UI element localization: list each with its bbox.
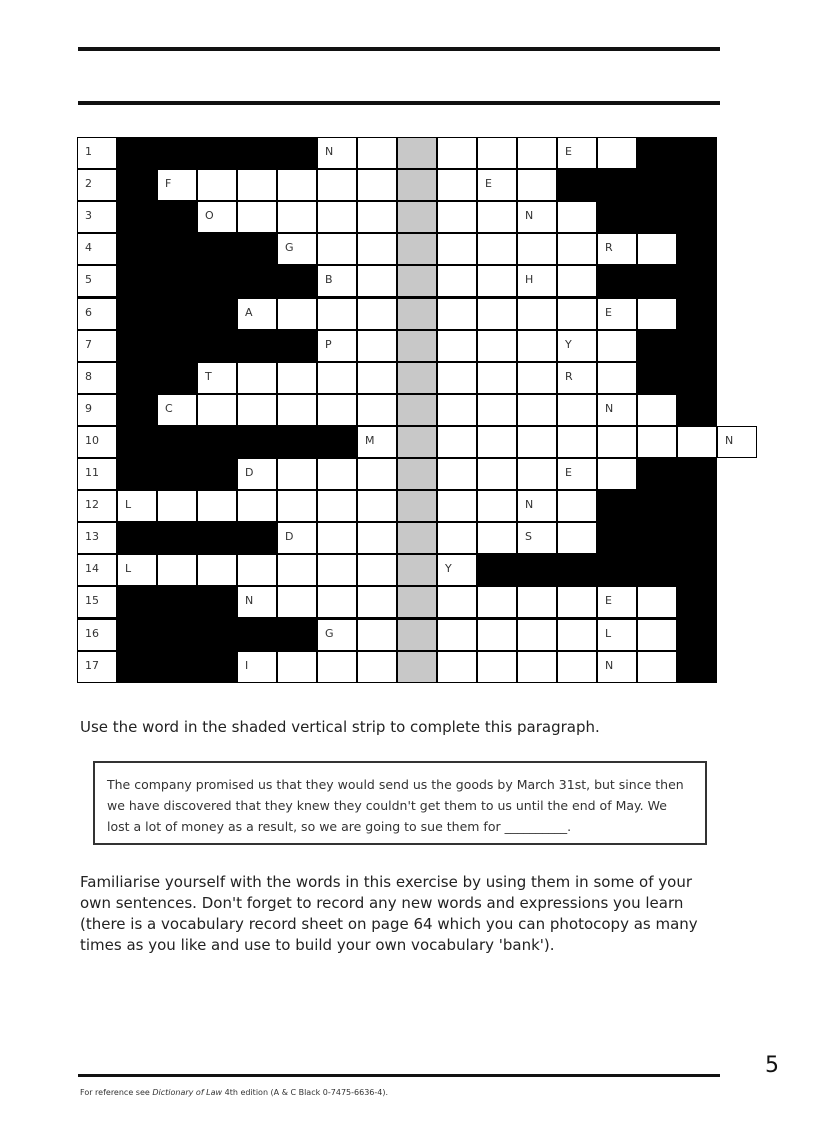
answer-cell[interactable] (237, 201, 277, 233)
given-letter: S (525, 530, 532, 544)
answer-cell[interactable] (637, 394, 677, 426)
answer-cell[interactable] (237, 651, 277, 683)
answer-cell[interactable] (517, 490, 557, 522)
answer-cell[interactable] (557, 651, 597, 683)
given-letter: L (125, 498, 132, 512)
clue-number: 17 (85, 658, 99, 672)
answer-cell[interactable] (357, 201, 397, 233)
answer-cell[interactable] (517, 233, 557, 265)
answer-cell[interactable] (317, 586, 357, 618)
answer-cell[interactable] (477, 362, 517, 394)
given-letter: I (245, 658, 249, 672)
answer-cell[interactable] (277, 554, 317, 586)
given-letter: A (245, 305, 253, 319)
clue-number-cell (77, 233, 117, 265)
clue-number-cell (77, 426, 117, 458)
clue-number: 12 (85, 498, 99, 512)
answer-cell[interactable] (277, 233, 317, 265)
clue-number: 16 (85, 626, 99, 640)
answer-cell[interactable] (317, 651, 357, 683)
answer-cell[interactable] (237, 362, 277, 394)
shaded-strip-cell[interactable] (397, 490, 437, 522)
answer-cell[interactable] (437, 330, 477, 362)
clue-number: 4 (85, 241, 92, 255)
answer-cell[interactable] (277, 586, 317, 618)
given-letter: B (325, 273, 333, 287)
clue-number-cell (77, 554, 117, 586)
answer-cell[interactable] (437, 619, 477, 651)
answer-cell[interactable] (557, 265, 597, 297)
clue-number: 13 (85, 530, 99, 544)
shaded-strip-cell[interactable] (397, 394, 437, 426)
answer-cell[interactable] (317, 619, 357, 651)
box-line: lost a lot of money as a result, so we are going to sue them for __________. (107, 819, 572, 834)
answer-cell[interactable] (277, 522, 317, 554)
answer-cell[interactable] (277, 169, 317, 201)
answer-cell[interactable] (357, 426, 397, 458)
answer-cell[interactable] (517, 651, 557, 683)
answer-cell[interactable] (597, 330, 637, 362)
answer-cell[interactable] (357, 298, 397, 330)
answer-cell[interactable] (157, 394, 197, 426)
answer-cell[interactable] (437, 265, 477, 297)
clue-number: 7 (85, 337, 92, 351)
given-letter: D (245, 466, 254, 479)
answer-cell[interactable] (197, 362, 237, 394)
shaded-strip-cell[interactable] (397, 330, 437, 362)
answer-cell[interactable] (237, 490, 277, 522)
given-letter: L (605, 626, 612, 640)
answer-cell[interactable] (237, 586, 277, 618)
answer-cell[interactable] (277, 201, 317, 233)
answer-cell[interactable] (557, 394, 597, 426)
clue-number-cell (77, 265, 117, 297)
answer-cell[interactable] (437, 137, 477, 169)
box-line: we have discovered that they knew they couldn't get them to us until the end of May. We (107, 798, 667, 813)
answer-cell[interactable] (517, 458, 557, 490)
given-letter: N (525, 209, 534, 223)
shaded-strip-cell[interactable] (397, 522, 437, 554)
answer-cell[interactable] (437, 298, 477, 330)
shaded-strip-cell[interactable] (397, 298, 437, 330)
given-letter: O (205, 209, 214, 223)
answer-cell[interactable] (157, 490, 197, 522)
answer-cell[interactable] (597, 651, 637, 683)
clue-number: 15 (85, 594, 99, 608)
answer-cell[interactable] (357, 554, 397, 586)
answer-cell[interactable] (557, 458, 597, 490)
footer-prefix: For reference see (80, 1088, 153, 1097)
answer-cell[interactable] (477, 137, 517, 169)
answer-cell[interactable] (197, 554, 237, 586)
given-letter: E (565, 145, 572, 158)
given-letter: E (565, 466, 572, 479)
clue-number-cell (77, 330, 117, 362)
answer-cell[interactable] (277, 651, 317, 683)
answer-cell[interactable] (477, 458, 517, 490)
answer-cell[interactable] (197, 394, 237, 426)
footer-reference (80, 1088, 388, 1097)
answer-cell[interactable] (597, 586, 637, 618)
answer-cell[interactable] (557, 362, 597, 394)
answer-cell[interactable] (317, 201, 357, 233)
answer-cell[interactable] (517, 169, 557, 201)
second-rule (78, 101, 720, 105)
answer-cell[interactable] (597, 362, 637, 394)
shaded-strip-cell[interactable] (397, 426, 437, 458)
answer-cell[interactable] (357, 330, 397, 362)
given-letter: N (605, 401, 614, 415)
clue-number: 3 (85, 209, 92, 223)
answer-cell[interactable] (437, 586, 477, 618)
page-number: 5 (765, 1053, 779, 1078)
answer-cell[interactable] (277, 490, 317, 522)
answer-cell[interactable] (317, 458, 357, 490)
answer-cell[interactable] (517, 426, 557, 458)
answer-cell[interactable] (437, 426, 477, 458)
clue-number-cell (77, 522, 117, 554)
clue-number: 9 (85, 401, 92, 415)
answer-cell[interactable] (477, 490, 517, 522)
answer-cell[interactable] (197, 201, 237, 233)
answer-cell[interactable] (437, 362, 477, 394)
answer-cell[interactable] (517, 265, 557, 297)
answer-cell[interactable] (437, 201, 477, 233)
answer-cell[interactable] (357, 586, 397, 618)
answer-cell[interactable] (597, 458, 637, 490)
answer-cell[interactable] (517, 586, 557, 618)
answer-cell[interactable] (557, 586, 597, 618)
answer-cell[interactable] (437, 458, 477, 490)
answer-cell[interactable] (357, 233, 397, 265)
crossword-grid (77, 137, 734, 683)
shaded-strip-cell[interactable] (397, 554, 437, 586)
answer-cell[interactable] (557, 426, 597, 458)
answer-cell[interactable] (477, 651, 517, 683)
answer-cell[interactable] (237, 394, 277, 426)
clue-number: 1 (85, 145, 92, 158)
given-letter: G (325, 626, 334, 640)
clue-number-cell (77, 394, 117, 426)
answer-cell[interactable] (477, 426, 517, 458)
answer-cell[interactable] (677, 426, 717, 458)
answer-cell[interactable] (557, 619, 597, 651)
given-letter: N (605, 658, 614, 672)
answer-cell[interactable] (437, 490, 477, 522)
answer-cell[interactable] (557, 298, 597, 330)
shaded-strip-cell[interactable] (397, 137, 437, 169)
given-letter: R (565, 369, 573, 383)
answer-cell[interactable] (517, 137, 557, 169)
sentence-box (93, 761, 707, 845)
answer-cell[interactable] (357, 265, 397, 297)
answer-cell[interactable] (317, 490, 357, 522)
answer-cell[interactable] (517, 522, 557, 554)
clue-number-cell (77, 298, 117, 330)
clue-number-cell (77, 619, 117, 651)
answer-cell[interactable] (597, 619, 637, 651)
bottom-rule (78, 1074, 720, 1077)
answer-cell[interactable] (597, 426, 637, 458)
answer-cell[interactable] (517, 362, 557, 394)
shaded-strip-cell[interactable] (397, 458, 437, 490)
answer-cell[interactable] (357, 522, 397, 554)
answer-cell[interactable] (477, 522, 517, 554)
answer-cell[interactable] (317, 330, 357, 362)
clue-number: 10 (85, 433, 99, 447)
clue-number: 8 (85, 369, 92, 383)
clue-number-cell (77, 458, 117, 490)
shaded-strip-cell[interactable] (397, 586, 437, 618)
clue-number-cell (77, 201, 117, 233)
given-letter: M (365, 433, 375, 447)
given-letter: T (205, 369, 212, 383)
shaded-strip-cell[interactable] (397, 233, 437, 265)
given-letter: L (125, 562, 132, 576)
clue-number: 5 (85, 273, 92, 287)
answer-cell[interactable] (357, 619, 397, 651)
given-letter: N (325, 145, 334, 158)
given-letter: N (725, 433, 734, 447)
given-letter: N (525, 498, 534, 512)
answer-cell[interactable] (237, 554, 277, 586)
given-letter: E (485, 177, 492, 191)
answer-cell[interactable] (277, 298, 317, 330)
answer-cell[interactable] (317, 265, 357, 297)
given-letter: F (165, 177, 172, 191)
footer-suffix: 4th edition (A & C Black 0-7475-6636-4). (222, 1088, 389, 1097)
answer-cell[interactable] (597, 298, 637, 330)
answer-cell[interactable] (637, 651, 677, 683)
given-letter: Y (445, 562, 452, 576)
answer-cell[interactable] (277, 458, 317, 490)
answer-cell[interactable] (477, 265, 517, 297)
answer-cell[interactable] (437, 394, 477, 426)
given-letter: G (285, 241, 294, 255)
given-letter: N (245, 594, 254, 608)
given-letter: Y (565, 337, 572, 351)
answer-cell[interactable] (237, 458, 277, 490)
answer-cell[interactable] (317, 362, 357, 394)
answer-cell[interactable] (477, 394, 517, 426)
answer-cell[interactable] (197, 169, 237, 201)
answer-cell[interactable] (477, 201, 517, 233)
given-letter: C (165, 401, 173, 415)
answer-cell[interactable] (357, 651, 397, 683)
answer-cell[interactable] (637, 233, 677, 265)
answer-cell[interactable] (517, 201, 557, 233)
answer-cell[interactable] (317, 298, 357, 330)
answer-cell[interactable] (237, 298, 277, 330)
answer-cell[interactable] (317, 233, 357, 265)
box-line: The company promised us that they would send us the goods by March 31st, but since then (107, 777, 684, 792)
answer-cell[interactable] (517, 394, 557, 426)
answer-cell[interactable] (277, 362, 317, 394)
clue-number: 6 (85, 305, 92, 319)
answer-cell[interactable] (557, 137, 597, 169)
answer-cell[interactable] (157, 554, 197, 586)
practice-paragraph: Familiarise yourself with the words in this exercise by using them in some of your own sentences. Don't forget to record any new words and expressions you learn (there is a vocabulary record sheet on page 64 which you can photocopy as many times as you like and use to build your own vocabulary 'bank'). (80, 873, 698, 954)
answer-cell[interactable] (477, 169, 517, 201)
answer-cell[interactable] (357, 490, 397, 522)
answer-cell[interactable] (637, 619, 677, 651)
answer-cell[interactable] (357, 362, 397, 394)
answer-cell[interactable] (357, 458, 397, 490)
shaded-strip-cell[interactable] (397, 619, 437, 651)
answer-cell[interactable] (477, 330, 517, 362)
given-letter: R (605, 241, 613, 255)
clue-number: 11 (85, 466, 99, 479)
answer-cell[interactable] (357, 169, 397, 201)
instruction-text: Use the word in the shaded vertical strip to complete this paragraph. (80, 718, 600, 736)
shaded-strip-cell[interactable] (397, 265, 437, 297)
answer-cell[interactable] (477, 233, 517, 265)
answer-cell[interactable] (437, 651, 477, 683)
answer-cell[interactable] (517, 298, 557, 330)
answer-cell[interactable] (637, 298, 677, 330)
shaded-strip-cell[interactable] (397, 201, 437, 233)
answer-cell[interactable] (597, 233, 637, 265)
clue-number-cell (77, 586, 117, 618)
answer-cell[interactable] (437, 522, 477, 554)
answer-cell[interactable] (477, 586, 517, 618)
answer-cell[interactable] (197, 490, 237, 522)
answer-cell[interactable] (157, 169, 197, 201)
shaded-strip-cell[interactable] (397, 362, 437, 394)
answer-cell[interactable] (557, 522, 597, 554)
answer-cell[interactable] (597, 137, 637, 169)
shaded-strip-cell[interactable] (397, 651, 437, 683)
clue-number-cell (77, 169, 117, 201)
answer-cell[interactable] (517, 619, 557, 651)
answer-cell[interactable] (517, 330, 557, 362)
answer-cell[interactable] (437, 233, 477, 265)
answer-cell[interactable] (237, 169, 277, 201)
answer-cell[interactable] (637, 426, 677, 458)
answer-cell[interactable] (437, 554, 477, 586)
answer-cell[interactable] (117, 554, 157, 586)
answer-cell[interactable] (317, 554, 357, 586)
clue-number: 14 (85, 562, 99, 576)
footer-title: Dictionary of Law (152, 1088, 223, 1097)
answer-cell[interactable] (317, 137, 357, 169)
given-letter: E (605, 305, 612, 319)
given-letter: P (325, 337, 332, 351)
answer-cell[interactable] (477, 619, 517, 651)
answer-cell[interactable] (117, 490, 157, 522)
clue-number-cell (77, 137, 117, 169)
answer-cell[interactable] (557, 233, 597, 265)
answer-cell[interactable] (317, 522, 357, 554)
answer-cell[interactable] (557, 490, 597, 522)
shaded-strip-cell[interactable] (397, 169, 437, 201)
answer-cell[interactable] (557, 330, 597, 362)
given-letter: D (285, 530, 294, 544)
answer-cell[interactable] (597, 394, 637, 426)
answer-cell[interactable] (357, 394, 397, 426)
answer-cell[interactable] (317, 394, 357, 426)
given-letter: H (525, 273, 534, 287)
clue-number-cell (77, 362, 117, 394)
given-letter: E (605, 594, 612, 608)
top-rule (78, 47, 720, 51)
answer-cell[interactable] (437, 169, 477, 201)
answer-cell[interactable] (277, 394, 317, 426)
clue-number: 2 (85, 177, 92, 191)
clue-number-cell (77, 490, 117, 522)
answer-cell[interactable] (637, 586, 677, 618)
answer-cell[interactable] (477, 298, 517, 330)
answer-cell[interactable] (317, 169, 357, 201)
answer-cell[interactable] (557, 201, 597, 233)
clue-number-cell (77, 651, 117, 683)
answer-cell[interactable] (717, 426, 757, 458)
answer-cell[interactable] (357, 137, 397, 169)
